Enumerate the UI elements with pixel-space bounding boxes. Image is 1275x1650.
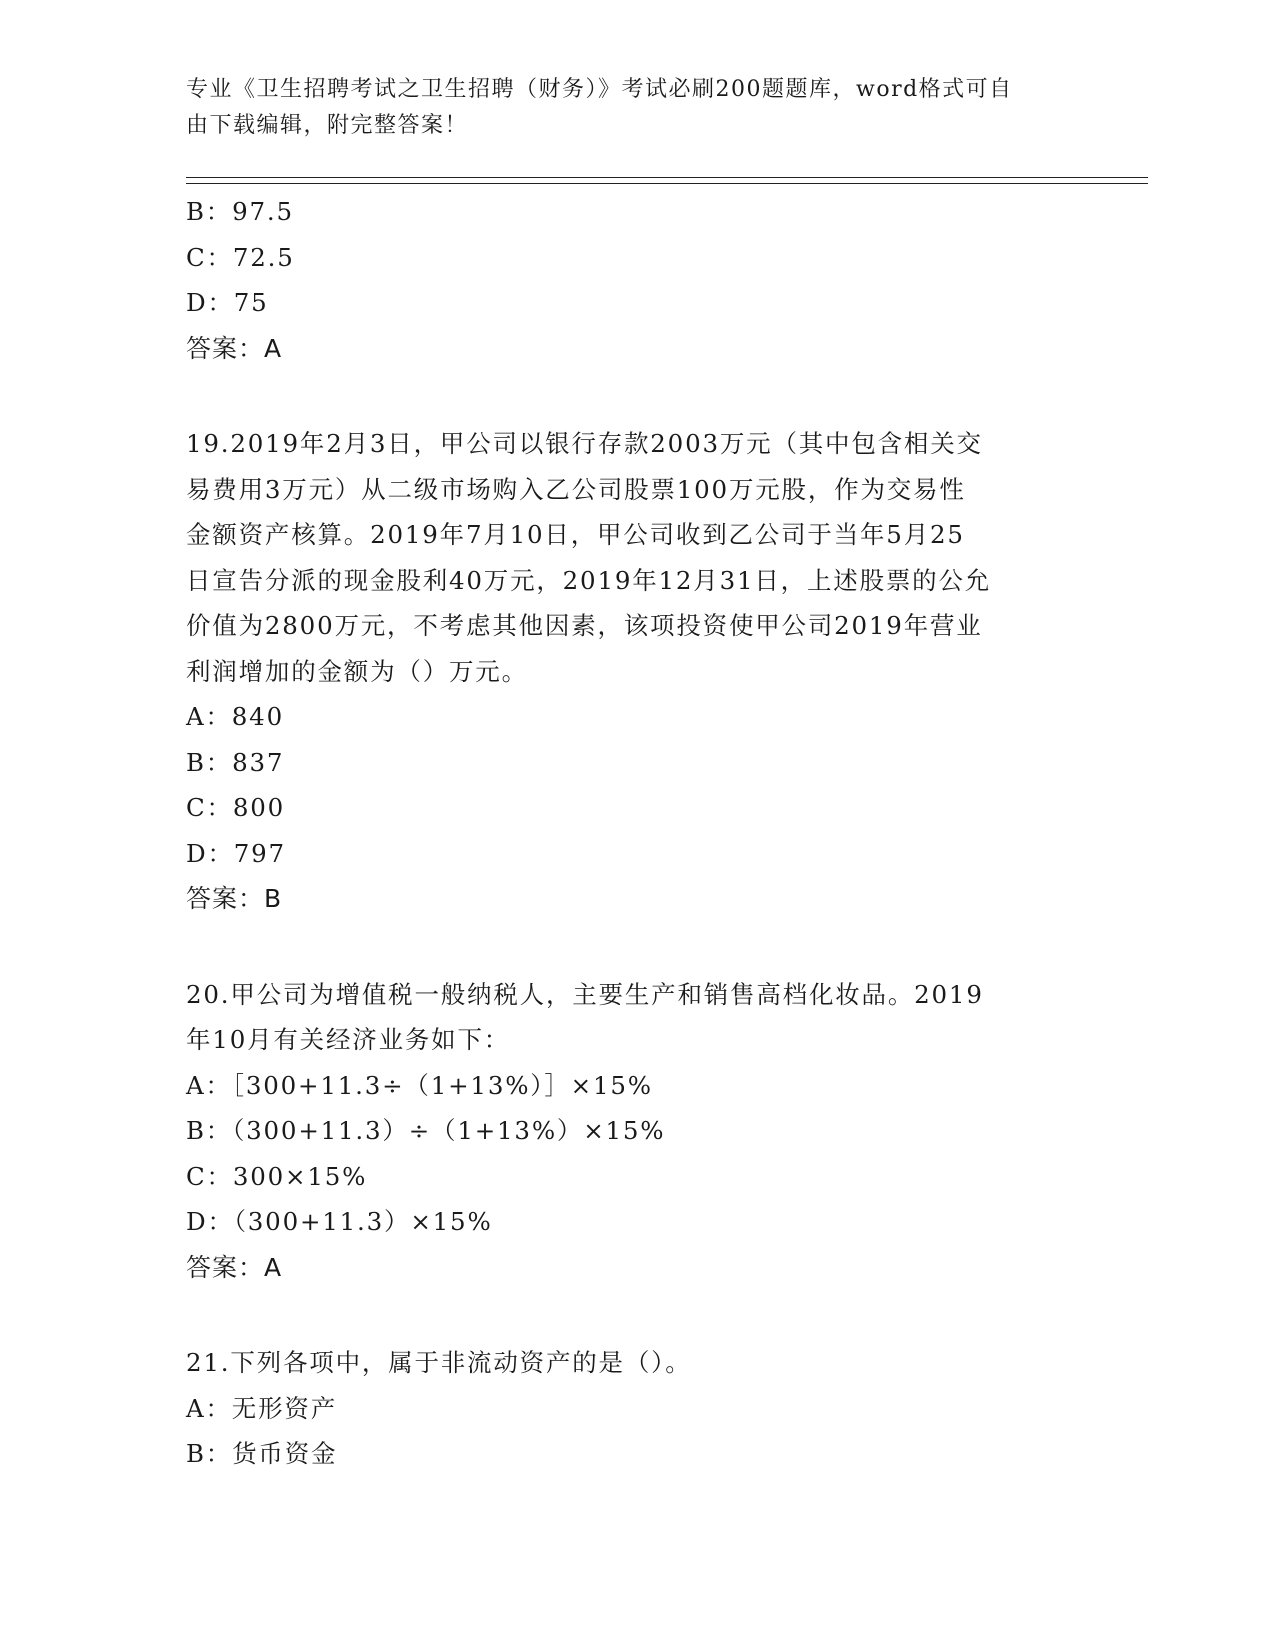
option-d: D：797 <box>186 838 286 868</box>
answer-line: 答案：B <box>186 884 283 913</box>
option-b: B：（300+11.3）÷（1+13%）×15% <box>186 1116 666 1145</box>
header-line-1: 专业《卫生招聘考试之卫生招聘（财务）》考试必刷200题题库，word格式可自 <box>186 77 1013 102</box>
question-text-line: 日宣告分派的现金股利40万元，2019年12月31日，上述股票的公允 <box>186 565 992 595</box>
option-b: B：货币资金 <box>186 1439 338 1468</box>
option-b: B：97.5 <box>186 197 294 226</box>
option-d: D：75 <box>186 288 269 317</box>
header-line-2: 由下载编辑，附完整答案！ <box>186 113 469 138</box>
question-text <box>186 421 1076 694</box>
header-divider-bottom <box>186 183 1148 184</box>
option-a: A：840 <box>186 702 284 731</box>
question-text-line: 21.下列各项中，属于非流动资产的是（）。 <box>186 1348 692 1377</box>
question-text <box>186 1340 1076 1386</box>
option-a: A：［300+11.3÷（1+13%）］×15% <box>186 1070 653 1100</box>
question-list <box>186 189 1076 1477</box>
answer-line: 答案：A <box>186 1252 283 1282</box>
document-header <box>186 72 1066 144</box>
question-text <box>186 972 1076 1063</box>
question-block-20 <box>186 972 1076 1291</box>
question-text-line: 易费用3万元）从二级市场购入乙公司股票100万元股，作为交易性 <box>186 474 966 504</box>
question-block-21 <box>186 1340 1076 1477</box>
question-text-line: 年10月有关经济业务如下： <box>186 1025 511 1054</box>
option-d: D：（300+11.3）×15% <box>186 1207 493 1236</box>
question-text-line: 20.甲公司为增值税一般纳税人，主要生产和销售高档化妆品。2019 <box>186 979 984 1009</box>
option-c: C：800 <box>186 793 286 822</box>
option-a: A：无形资产 <box>186 1393 337 1423</box>
header-divider-top <box>186 177 1148 178</box>
answer-line: 答案：A <box>186 333 283 363</box>
question-text-line: 金额资产核算。2019年7月10日，甲公司收到乙公司于当年5月25 <box>186 520 965 549</box>
spacer <box>186 1290 1076 1340</box>
option-c: C：300×15% <box>186 1161 368 1191</box>
spacer <box>186 371 1076 421</box>
question-text-line: 19.2019年2月3日，甲公司以银行存款2003万元（其中包含相关交 <box>186 429 983 458</box>
option-c: C：72.5 <box>186 242 295 272</box>
option-b: B：837 <box>186 747 285 777</box>
question-text-line: 价值为2800万元，不考虑其他因素，该项投资使甲公司2019年营业 <box>186 611 983 640</box>
spacer <box>186 922 1076 972</box>
question-block-19 <box>186 421 1076 922</box>
question-text-line: 利润增加的金额为（）万元。 <box>186 656 528 686</box>
question-block-previous <box>186 189 1076 371</box>
